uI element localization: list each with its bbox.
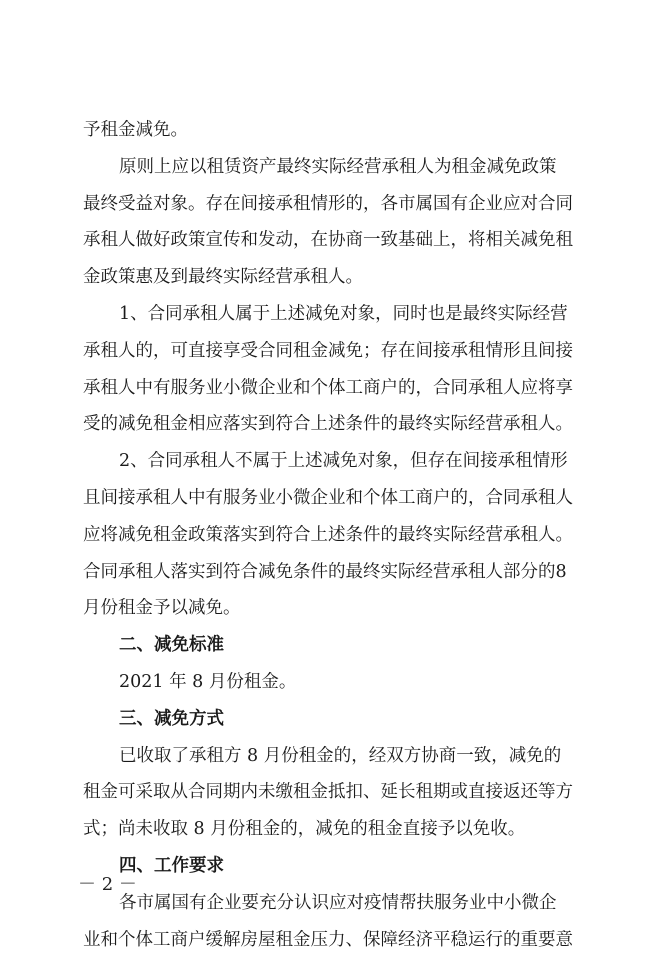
text-line: 业和个体工商户缓解房屋租金压力、保障经济平稳运行的重要意 — [83, 929, 573, 950]
document-body — [83, 112, 579, 958]
text-line: 予租金减免。 — [83, 120, 188, 140]
text-line: 最终受益对象。存在间接承租情形的，各市属国有企业应对合同 — [83, 193, 573, 214]
text-line: 应将减免租金政策落实到符合上述条件的最终实际经营承租人。 — [83, 524, 573, 545]
section-heading: 三、减免方式 — [119, 708, 224, 729]
paragraph-start-line: 已收取了承租方 8 月份租金的，经双方协商一致，减免的 — [119, 745, 562, 766]
text-line: 且间接承租人中有服务业小微企业和个体工商户的，合同承租人 — [83, 487, 573, 508]
paragraph-start-line: 原则上应以租赁资产最终实际经营承租人为租金减免政策 — [119, 156, 557, 177]
text-line: 合同承租人落实到符合减免条件的最终实际经营承租人部分的8 — [83, 561, 567, 582]
text-line: 金政策惠及到最终实际经营承租人。 — [83, 267, 363, 288]
text-line: 承租人的，可直接享受合同租金减免；存在间接承租情形且间接 — [83, 340, 573, 361]
paragraph-start-line: 各市属国有企业要充分认识应对疫情帮扶服务业中小微企 — [119, 892, 557, 913]
text-line: 受的减免租金相应落实到符合上述条件的最终实际经营承租人。 — [83, 414, 573, 435]
page-number: － 2 － — [78, 874, 137, 895]
text-line: 月份租金予以减免。 — [83, 598, 241, 619]
text-line: 承租人中有服务业小微企业和个体工商户的，合同承租人应将享 — [83, 377, 573, 398]
section-heading: 二、减免标准 — [119, 635, 224, 656]
text-line: 承租人做好政策宣传和发动，在协商一致基础上，将相关减免租 — [83, 230, 573, 251]
text-line: 租金可采取从合同期内未缴租金抵扣、延长租期或直接返还等方 — [83, 782, 573, 803]
paragraph-start-line: 2、合同承租人不属于上述减免对象，但存在间接承租情形 — [119, 451, 568, 472]
section-heading: 四、工作要求 — [119, 855, 224, 876]
paragraph-start-line: 1、合同承租人属于上述减免对象，同时也是最终实际经营 — [119, 303, 568, 324]
paragraph-start-line: 2021 年 8 月份租金。 — [119, 671, 297, 692]
text-line: 式；尚未收取 8 月份租金的，减免的租金直接予以免收。 — [83, 819, 526, 840]
